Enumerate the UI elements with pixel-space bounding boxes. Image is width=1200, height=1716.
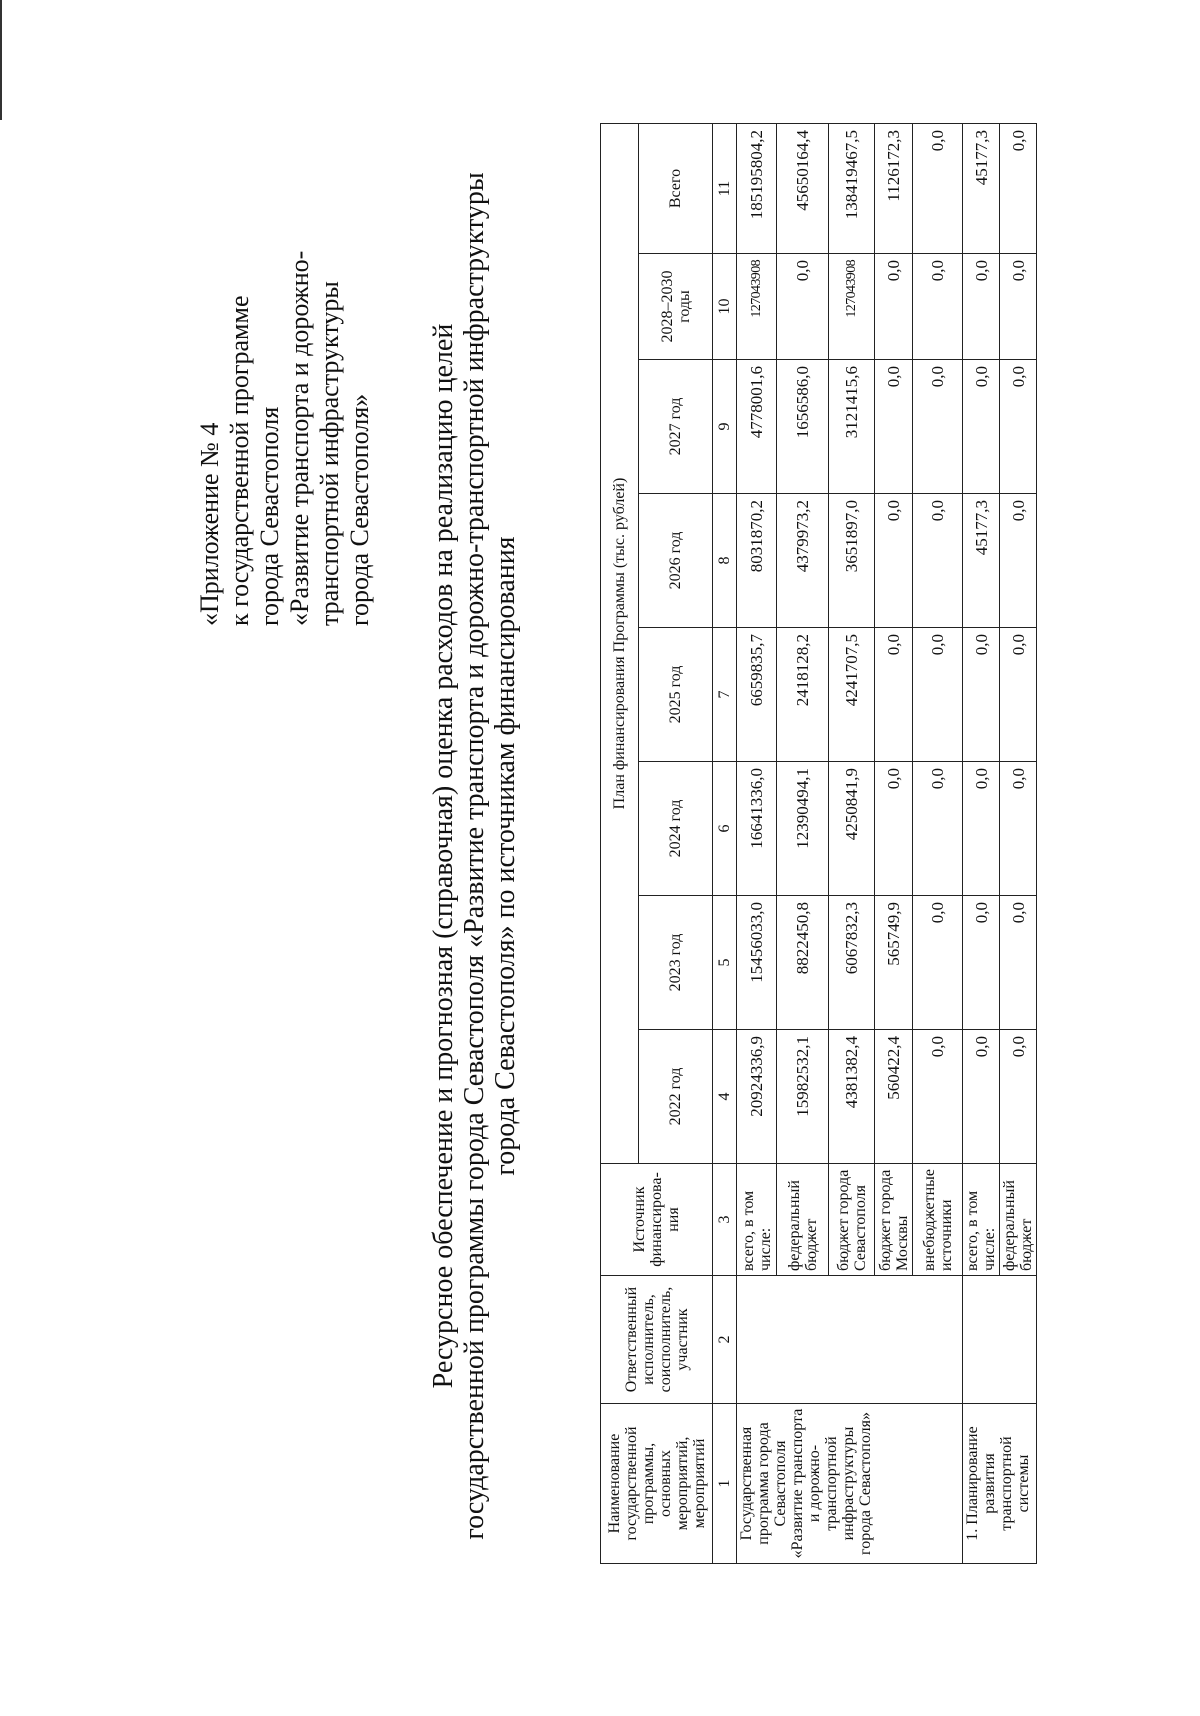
source-cell: федеральный бюджет bbox=[1000, 1164, 1037, 1276]
appendix-line: «Приложение № 4 bbox=[195, 422, 224, 626]
title-line: города Севастополя» по источникам финансирования bbox=[490, 536, 521, 1176]
column-number: 6 bbox=[713, 762, 737, 896]
value-cell: 0,0 bbox=[875, 494, 913, 628]
value-cell: 0,0 bbox=[875, 762, 913, 896]
column-number: 3 bbox=[713, 1164, 737, 1276]
value-cell: 20924336,9 bbox=[737, 1030, 777, 1164]
column-number: 5 bbox=[713, 896, 737, 1030]
value-cell: 4381382,4 bbox=[829, 1030, 875, 1164]
source-cell: бюджет города Севастополя bbox=[829, 1164, 875, 1276]
table-row bbox=[963, 123, 1000, 1563]
source-cell: федеральный бюджет bbox=[777, 1164, 829, 1276]
value-cell: 3121415,6 bbox=[829, 360, 875, 494]
value-cell: 138419467,5 bbox=[829, 123, 875, 253]
value-cell: 0,0 bbox=[1000, 896, 1037, 1030]
financing-table bbox=[600, 123, 1037, 1564]
value-cell: 127043908 bbox=[829, 254, 875, 360]
source-cell: внебюджетные источники bbox=[913, 1164, 963, 1276]
value-cell: 4379973,2 bbox=[777, 494, 829, 628]
value-cell: 0,0 bbox=[913, 628, 963, 762]
appendix-line: к государственной программе bbox=[225, 295, 254, 626]
table-row bbox=[737, 123, 777, 1563]
value-cell: 8822450,8 bbox=[777, 896, 829, 1030]
column-number: 7 bbox=[713, 628, 737, 762]
value-cell: 8031870,2 bbox=[737, 494, 777, 628]
header-year-2024: 2024 год bbox=[639, 762, 713, 896]
programme-name: Государственная программа города Севастополя «Развитие транспорта и дорожно-транспортной инфраструктуры города Севастополя» bbox=[737, 1404, 963, 1564]
value-cell: 560422,4 bbox=[875, 1030, 913, 1164]
value-cell: 15456033,0 bbox=[737, 896, 777, 1030]
value-cell: 0,0 bbox=[913, 254, 963, 360]
scan-edge-line bbox=[0, 0, 2, 120]
value-cell: 0,0 bbox=[875, 360, 913, 494]
value-cell: 0,0 bbox=[963, 360, 1000, 494]
value-cell: 0,0 bbox=[913, 896, 963, 1030]
appendix-line: «Развитие транспорта и дорожно- bbox=[285, 250, 314, 626]
value-cell: 2418128,2 bbox=[777, 628, 829, 762]
value-cell: 45177,3 bbox=[963, 123, 1000, 253]
appendix-header bbox=[195, 106, 375, 626]
source-cell: всего, в том числе: bbox=[737, 1164, 777, 1276]
column-number: 4 bbox=[713, 1030, 737, 1164]
measure-name: 1. Планирование развития транспортной системы bbox=[963, 1404, 1037, 1564]
value-cell: 0,0 bbox=[913, 1030, 963, 1164]
value-cell: 6067832,3 bbox=[829, 896, 875, 1030]
column-number: 1 bbox=[713, 1404, 737, 1564]
appendix-line: транспортной инфраструктуры bbox=[315, 281, 344, 626]
header-plan: План финансирования Программы (тыс. рублей) bbox=[601, 123, 639, 1163]
header-total: Всего bbox=[639, 123, 713, 253]
value-cell: 4250841,9 bbox=[829, 762, 875, 896]
value-cell: 45650164,4 bbox=[777, 123, 829, 253]
value-cell: 0,0 bbox=[963, 254, 1000, 360]
value-cell: 0,0 bbox=[913, 360, 963, 494]
column-number: 2 bbox=[713, 1276, 737, 1404]
value-cell: 0,0 bbox=[1000, 254, 1037, 360]
value-cell: 0,0 bbox=[1000, 123, 1037, 253]
source-cell: всего, в том числе: bbox=[963, 1164, 1000, 1276]
measure-executor bbox=[963, 1276, 1037, 1404]
column-number: 8 bbox=[713, 494, 737, 628]
document-title bbox=[428, 146, 521, 1566]
value-cell: 0,0 bbox=[913, 762, 963, 896]
value-cell: 0,0 bbox=[1000, 1030, 1037, 1164]
value-cell: 0,0 bbox=[1000, 628, 1037, 762]
value-cell: 127043908 bbox=[737, 254, 777, 360]
title-line: государственной программы города Севастополя «Развитие транспорта и дорожно-транспортной инфраструктуры bbox=[459, 172, 490, 1540]
value-cell: 6659835,7 bbox=[737, 628, 777, 762]
header-name: Наименование государственной программы, основных мероприятий, мероприятий bbox=[601, 1404, 713, 1564]
header-year-2026: 2026 год bbox=[639, 494, 713, 628]
appendix-line: города Севастополя» bbox=[345, 393, 374, 626]
header-year-2022: 2022 год bbox=[639, 1030, 713, 1164]
value-cell: 0,0 bbox=[875, 628, 913, 762]
header-executor: Ответственный исполнитель, соисполнитель, участник bbox=[601, 1276, 713, 1404]
value-cell: 0,0 bbox=[1000, 494, 1037, 628]
value-cell: 45177,3 bbox=[963, 494, 1000, 628]
value-cell: 15982532,1 bbox=[777, 1030, 829, 1164]
header-year-2027: 2027 год bbox=[639, 360, 713, 494]
value-cell: 0,0 bbox=[875, 254, 913, 360]
value-cell: 1126172,3 bbox=[875, 123, 913, 253]
value-cell: 3651897,0 bbox=[829, 494, 875, 628]
value-cell: 0,0 bbox=[963, 1030, 1000, 1164]
value-cell: 4778001,6 bbox=[737, 360, 777, 494]
value-cell: 0,0 bbox=[1000, 360, 1037, 494]
value-cell: 0,0 bbox=[1000, 762, 1037, 896]
header-year-2023: 2023 год bbox=[639, 896, 713, 1030]
header-source: Источник финансирова-ния bbox=[601, 1164, 713, 1276]
source-cell: бюджет города Москвы bbox=[875, 1164, 913, 1276]
value-cell: 0,0 bbox=[913, 123, 963, 253]
value-cell: 185195804,2 bbox=[737, 123, 777, 253]
column-number: 9 bbox=[713, 360, 737, 494]
value-cell: 16641336,0 bbox=[737, 762, 777, 896]
value-cell: 4241707,5 bbox=[829, 628, 875, 762]
column-number: 10 bbox=[713, 254, 737, 360]
title-line: Ресурсное обеспечение и прогнозная (справочная) оценка расходов на реализацию целей bbox=[428, 323, 459, 1389]
value-cell: 0,0 bbox=[963, 896, 1000, 1030]
header-year-2025: 2025 год bbox=[639, 628, 713, 762]
value-cell: 0,0 bbox=[963, 762, 1000, 896]
value-cell: 12390494,1 bbox=[777, 762, 829, 896]
value-cell: 0,0 bbox=[963, 628, 1000, 762]
programme-executor bbox=[737, 1276, 963, 1404]
value-cell: 565749,9 bbox=[875, 896, 913, 1030]
value-cell: 0,0 bbox=[913, 494, 963, 628]
column-number: 11 bbox=[713, 123, 737, 253]
value-cell: 0,0 bbox=[777, 254, 829, 360]
appendix-line: города Севастополя bbox=[255, 406, 284, 626]
header-year-2028-2030: 2028–2030 годы bbox=[639, 254, 713, 360]
value-cell: 1656586,0 bbox=[777, 360, 829, 494]
